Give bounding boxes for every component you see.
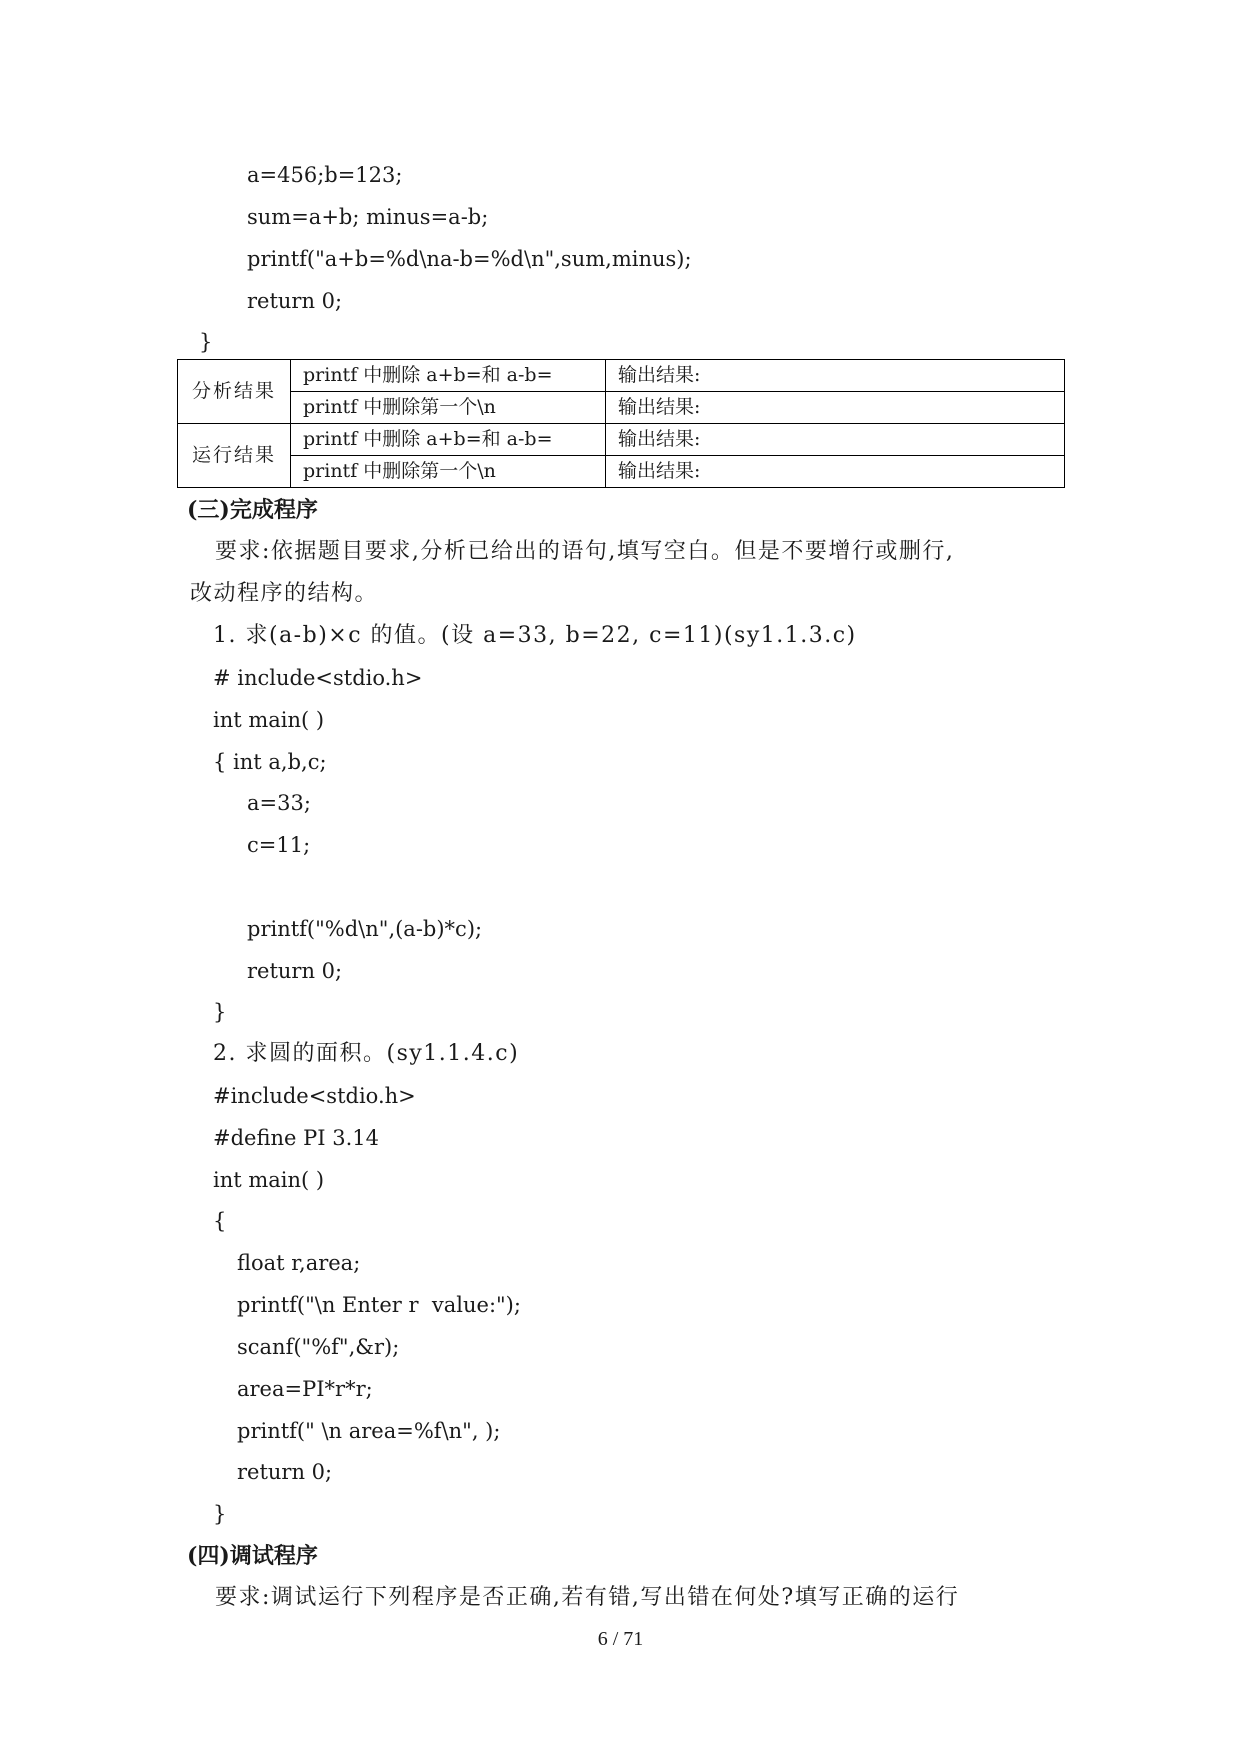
output-cell: 输出结果: xyxy=(606,424,1065,456)
requirement-text: 要求:调试运行下列程序是否正确,若有错,写出错在何处?填写正确的运行 xyxy=(215,1585,960,1610)
code-line: sum=a+b; minus=a-b; xyxy=(247,205,489,229)
code-line: printf(" \n area=%f\n", ); xyxy=(237,1419,501,1443)
task-title: 1. 求(a-b)×c 的值。(设 a=33, b=22, c=11)(sy1.1.3.c) xyxy=(213,623,857,648)
code-line: int main( ) xyxy=(213,708,325,732)
table-row xyxy=(178,360,1065,392)
result-table xyxy=(177,359,1065,488)
closing-brace: } xyxy=(199,330,213,354)
code-line: area=PI*r*r; xyxy=(237,1377,373,1401)
output-cell: 输出结果: xyxy=(606,392,1065,424)
closing-brace: } xyxy=(213,1502,227,1526)
section-heading: (四)调试程序 xyxy=(187,1543,318,1569)
code-line: scanf("%f",&r); xyxy=(237,1335,400,1359)
code-line: return 0; xyxy=(247,959,343,983)
table-row xyxy=(178,424,1065,456)
page-number: 6 / 71 xyxy=(597,1628,644,1650)
requirement-text: 改动程序的结构。 xyxy=(190,581,379,606)
task-title: 2. 求圆的面积。(sy1.1.4.c) xyxy=(213,1041,520,1066)
condition-cell: printf 中删除第一个\n xyxy=(291,392,606,424)
condition-cell: printf 中删除 a+b=和 a-b= xyxy=(291,360,606,392)
code-line: printf("%d\n",(a-b)*c); xyxy=(247,917,483,941)
group-label: 分析结果 xyxy=(178,360,291,424)
code-line: #define PI 3.14 xyxy=(213,1126,379,1150)
code-line: a=33; xyxy=(247,791,311,815)
code-line: #include<stdio.h> xyxy=(213,1084,416,1108)
condition-cell: printf 中删除第一个\n xyxy=(291,456,606,488)
table-row xyxy=(178,392,1065,424)
code-line: printf("a+b=%d\na-b=%d\n",sum,minus); xyxy=(247,247,692,271)
closing-brace: } xyxy=(213,1000,227,1024)
code-line: printf("\n Enter r value:"); xyxy=(237,1293,521,1317)
code-line: { xyxy=(213,1209,227,1233)
code-line: int main( ) xyxy=(213,1168,325,1192)
requirement-text: 要求:依据题目要求,分析已给出的语句,填写空白。但是不要增行或删行, xyxy=(215,539,955,564)
section-heading: (三)完成程序 xyxy=(187,497,318,523)
condition-cell: printf 中删除 a+b=和 a-b= xyxy=(291,424,606,456)
code-line: { int a,b,c; xyxy=(213,750,327,774)
code-line: c=11; xyxy=(247,833,311,857)
output-cell: 输出结果: xyxy=(606,360,1065,392)
output-cell: 输出结果: xyxy=(606,456,1065,488)
code-line: return 0; xyxy=(247,289,343,313)
table-row xyxy=(178,456,1065,488)
group-label: 运行结果 xyxy=(178,424,291,488)
code-line: # include<stdio.h> xyxy=(213,666,423,690)
code-line: return 0; xyxy=(237,1460,333,1484)
code-line: a=456;b=123; xyxy=(247,163,403,187)
code-line: float r,area; xyxy=(237,1251,361,1275)
